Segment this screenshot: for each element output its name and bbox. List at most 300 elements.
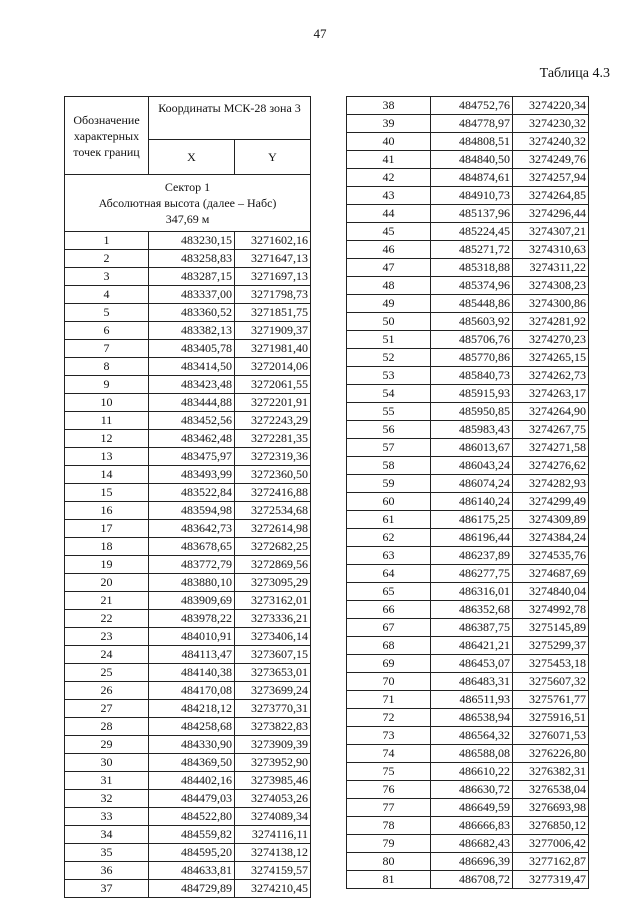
y-coordinate: 3271697,13 <box>235 268 311 286</box>
table-row <box>347 835 589 853</box>
point-number: 37 <box>65 880 149 898</box>
table-row <box>65 808 311 826</box>
point-number: 23 <box>65 628 149 646</box>
table-row <box>65 592 311 610</box>
y-coordinate: 3276850,12 <box>513 817 589 835</box>
x-coordinate: 484752,76 <box>431 97 513 115</box>
point-number: 50 <box>347 313 431 331</box>
x-coordinate: 483909,69 <box>149 592 235 610</box>
x-coordinate: 484840,50 <box>431 151 513 169</box>
table-row <box>65 412 311 430</box>
table-row <box>347 565 589 583</box>
y-coordinate: 3273985,46 <box>235 772 311 790</box>
y-coordinate: 3272201,91 <box>235 394 311 412</box>
table-row <box>347 97 589 115</box>
table-row <box>347 727 589 745</box>
point-number: 52 <box>347 349 431 367</box>
x-coordinate: 483772,79 <box>149 556 235 574</box>
table-row <box>347 763 589 781</box>
point-number: 14 <box>65 466 149 484</box>
table-row <box>65 880 311 898</box>
point-number: 67 <box>347 619 431 637</box>
point-number: 77 <box>347 799 431 817</box>
table-row <box>347 169 589 187</box>
point-number: 6 <box>65 322 149 340</box>
table-row <box>65 772 311 790</box>
y-coordinate: 3271798,73 <box>235 286 311 304</box>
table-row <box>65 502 311 520</box>
table-row <box>347 133 589 151</box>
point-number: 73 <box>347 727 431 745</box>
point-number: 21 <box>65 592 149 610</box>
point-number: 43 <box>347 187 431 205</box>
point-number: 65 <box>347 583 431 601</box>
y-coordinate: 3275916,51 <box>513 709 589 727</box>
table-row <box>347 205 589 223</box>
y-coordinate: 3276382,31 <box>513 763 589 781</box>
x-coordinate: 486630,72 <box>431 781 513 799</box>
table-row <box>65 682 311 700</box>
point-number: 66 <box>347 601 431 619</box>
table-row <box>347 637 589 655</box>
table-row <box>65 268 311 286</box>
y-coordinate: 3272319,36 <box>235 448 311 466</box>
x-coordinate: 486074,24 <box>431 475 513 493</box>
x-coordinate: 485706,76 <box>431 331 513 349</box>
table-row <box>347 871 589 889</box>
table-row <box>65 304 311 322</box>
table-row <box>65 286 311 304</box>
x-coordinate: 486564,32 <box>431 727 513 745</box>
x-coordinate: 484778,97 <box>431 115 513 133</box>
y-coordinate: 3272281,35 <box>235 430 311 448</box>
y-coordinate: 3274265,15 <box>513 349 589 367</box>
sector-title: Сектор 1 <box>164 180 211 194</box>
y-coordinate: 3274210,45 <box>235 880 311 898</box>
x-coordinate: 484218,12 <box>149 700 235 718</box>
table-row <box>65 448 311 466</box>
table-row <box>65 232 311 250</box>
table-row <box>65 574 311 592</box>
table-row <box>65 646 311 664</box>
point-number: 38 <box>347 97 431 115</box>
y-coordinate: 3274220,34 <box>513 97 589 115</box>
point-number: 27 <box>65 700 149 718</box>
table-row <box>347 817 589 835</box>
table-row <box>65 430 311 448</box>
y-header: Y <box>235 140 311 175</box>
point-number: 58 <box>347 457 431 475</box>
point-number: 48 <box>347 277 431 295</box>
y-coordinate: 3274240,32 <box>513 133 589 151</box>
table-row <box>347 655 589 673</box>
table-row <box>347 475 589 493</box>
table-row <box>347 115 589 133</box>
point-number: 7 <box>65 340 149 358</box>
table-row <box>347 745 589 763</box>
table-row <box>347 853 589 871</box>
y-coordinate: 3274089,34 <box>235 808 311 826</box>
x-coordinate: 485448,86 <box>431 295 513 313</box>
y-coordinate: 3274840,04 <box>513 583 589 601</box>
y-coordinate: 3274311,22 <box>513 259 589 277</box>
table-row <box>65 250 311 268</box>
point-number: 71 <box>347 691 431 709</box>
point-number: 70 <box>347 673 431 691</box>
table-row <box>347 511 589 529</box>
y-coordinate: 3273162,01 <box>235 592 311 610</box>
y-coordinate: 3275607,32 <box>513 673 589 691</box>
y-coordinate: 3274992,78 <box>513 601 589 619</box>
y-coordinate: 3276693,98 <box>513 799 589 817</box>
x-coordinate: 483230,15 <box>149 232 235 250</box>
table-row <box>347 241 589 259</box>
table-row <box>65 394 311 412</box>
point-number: 35 <box>65 844 149 862</box>
table-row <box>347 277 589 295</box>
x-coordinate: 483258,83 <box>149 250 235 268</box>
point-number: 10 <box>65 394 149 412</box>
y-coordinate: 3274296,44 <box>513 205 589 223</box>
point-number: 15 <box>65 484 149 502</box>
left-table-body <box>65 232 311 898</box>
point-number: 2 <box>65 250 149 268</box>
y-coordinate: 3274263,17 <box>513 385 589 403</box>
y-coordinate: 3274262,73 <box>513 367 589 385</box>
x-coordinate: 484729,89 <box>149 880 235 898</box>
y-coordinate: 3273770,31 <box>235 700 311 718</box>
x-coordinate: 485983,43 <box>431 421 513 439</box>
y-coordinate: 3272360,50 <box>235 466 311 484</box>
x-coordinate: 486588,08 <box>431 745 513 763</box>
x-coordinate: 484479,03 <box>149 790 235 808</box>
table-row <box>347 583 589 601</box>
x-coordinate: 485770,86 <box>431 349 513 367</box>
y-coordinate: 3274384,24 <box>513 529 589 547</box>
point-number: 32 <box>65 790 149 808</box>
x-coordinate: 483423,48 <box>149 376 235 394</box>
x-coordinate: 484559,82 <box>149 826 235 844</box>
sector-header <box>65 175 311 232</box>
table-row <box>65 844 311 862</box>
x-coordinate: 485318,88 <box>431 259 513 277</box>
y-coordinate: 3273822,83 <box>235 718 311 736</box>
point-number: 78 <box>347 817 431 835</box>
x-coordinate: 484010,91 <box>149 628 235 646</box>
y-coordinate: 3274310,63 <box>513 241 589 259</box>
point-number: 36 <box>65 862 149 880</box>
x-coordinate: 483678,65 <box>149 538 235 556</box>
designation-header: Обозначение характерных точек границ <box>65 97 149 175</box>
x-coordinate: 483405,78 <box>149 340 235 358</box>
y-coordinate: 3274281,92 <box>513 313 589 331</box>
x-coordinate: 483493,99 <box>149 466 235 484</box>
x-coordinate: 484595,20 <box>149 844 235 862</box>
table-row <box>65 664 311 682</box>
y-coordinate: 3274230,32 <box>513 115 589 133</box>
x-coordinate: 486196,44 <box>431 529 513 547</box>
point-number: 59 <box>347 475 431 493</box>
point-number: 5 <box>65 304 149 322</box>
point-number: 31 <box>65 772 149 790</box>
x-coordinate: 486387,75 <box>431 619 513 637</box>
x-coordinate: 486682,43 <box>431 835 513 853</box>
y-coordinate: 3274535,76 <box>513 547 589 565</box>
point-number: 64 <box>347 565 431 583</box>
table-row <box>65 358 311 376</box>
y-coordinate: 3274309,89 <box>513 511 589 529</box>
table-row <box>347 421 589 439</box>
point-number: 79 <box>347 835 431 853</box>
table-row <box>65 610 311 628</box>
point-number: 75 <box>347 763 431 781</box>
x-coordinate: 483444,88 <box>149 394 235 412</box>
x-coordinate: 484369,50 <box>149 754 235 772</box>
point-number: 11 <box>65 412 149 430</box>
y-coordinate: 3273699,24 <box>235 682 311 700</box>
x-coordinate: 486043,24 <box>431 457 513 475</box>
y-coordinate: 3272416,88 <box>235 484 311 502</box>
y-coordinate: 3272243,29 <box>235 412 311 430</box>
point-number: 22 <box>65 610 149 628</box>
y-coordinate: 3274267,75 <box>513 421 589 439</box>
table-row <box>347 619 589 637</box>
y-coordinate: 3274257,94 <box>513 169 589 187</box>
y-coordinate: 3274307,21 <box>513 223 589 241</box>
y-coordinate: 3274270,23 <box>513 331 589 349</box>
point-number: 12 <box>65 430 149 448</box>
x-coordinate: 483594,98 <box>149 502 235 520</box>
table-caption: Таблица 4.3 <box>539 66 610 81</box>
table-row <box>347 367 589 385</box>
table-row <box>347 295 589 313</box>
y-coordinate: 3274138,12 <box>235 844 311 862</box>
x-coordinate: 484140,38 <box>149 664 235 682</box>
x-coordinate: 486140,24 <box>431 493 513 511</box>
right-table-body <box>347 97 589 889</box>
point-number: 57 <box>347 439 431 457</box>
x-coordinate: 484258,68 <box>149 718 235 736</box>
table-row <box>347 493 589 511</box>
table-row <box>65 700 311 718</box>
table-row <box>347 673 589 691</box>
x-coordinate: 485840,73 <box>431 367 513 385</box>
x-coordinate: 484522,80 <box>149 808 235 826</box>
sector-altitude-value: 347,69 м <box>165 212 210 226</box>
point-number: 4 <box>65 286 149 304</box>
point-number: 9 <box>65 376 149 394</box>
point-number: 47 <box>347 259 431 277</box>
x-coordinate: 486649,59 <box>431 799 513 817</box>
point-number: 68 <box>347 637 431 655</box>
table-row <box>347 403 589 421</box>
table-row <box>65 718 311 736</box>
y-coordinate: 3271602,16 <box>235 232 311 250</box>
table-row <box>65 340 311 358</box>
x-coordinate: 483382,13 <box>149 322 235 340</box>
y-coordinate: 3274249,76 <box>513 151 589 169</box>
y-coordinate: 3273952,90 <box>235 754 311 772</box>
point-number: 29 <box>65 736 149 754</box>
point-number: 72 <box>347 709 431 727</box>
table-row <box>65 484 311 502</box>
x-coordinate: 483880,10 <box>149 574 235 592</box>
x-coordinate: 486538,94 <box>431 709 513 727</box>
table-row <box>347 799 589 817</box>
table-row <box>347 187 589 205</box>
x-coordinate: 483642,73 <box>149 520 235 538</box>
table-row <box>347 223 589 241</box>
y-coordinate: 3275453,18 <box>513 655 589 673</box>
x-coordinate: 486352,68 <box>431 601 513 619</box>
table-row <box>65 790 311 808</box>
point-number: 53 <box>347 367 431 385</box>
table-row <box>65 538 311 556</box>
x-coordinate: 484633,81 <box>149 862 235 880</box>
x-coordinate: 486453,07 <box>431 655 513 673</box>
table-row <box>347 529 589 547</box>
y-coordinate: 3274264,85 <box>513 187 589 205</box>
y-coordinate: 3274271,58 <box>513 439 589 457</box>
x-coordinate: 486483,31 <box>431 673 513 691</box>
table-row <box>347 439 589 457</box>
x-coordinate: 484402,16 <box>149 772 235 790</box>
point-number: 56 <box>347 421 431 439</box>
y-coordinate: 3273406,14 <box>235 628 311 646</box>
point-number: 40 <box>347 133 431 151</box>
point-number: 41 <box>347 151 431 169</box>
y-coordinate: 3276071,53 <box>513 727 589 745</box>
x-coordinate: 485950,85 <box>431 403 513 421</box>
point-number: 13 <box>65 448 149 466</box>
x-coordinate: 484170,08 <box>149 682 235 700</box>
y-coordinate: 3276226,80 <box>513 745 589 763</box>
point-number: 63 <box>347 547 431 565</box>
y-coordinate: 3271851,75 <box>235 304 311 322</box>
point-number: 39 <box>347 115 431 133</box>
point-number: 24 <box>65 646 149 664</box>
table-row <box>65 736 311 754</box>
point-number: 45 <box>347 223 431 241</box>
point-number: 44 <box>347 205 431 223</box>
point-number: 8 <box>65 358 149 376</box>
sector-altitude-label: Абсолютная высота (далее – Набс) <box>98 196 277 210</box>
y-coordinate: 3274276,62 <box>513 457 589 475</box>
y-coordinate: 3273909,39 <box>235 736 311 754</box>
y-coordinate: 3273336,21 <box>235 610 311 628</box>
x-coordinate: 485137,96 <box>431 205 513 223</box>
point-number: 34 <box>65 826 149 844</box>
table-row <box>347 781 589 799</box>
x-coordinate: 483475,97 <box>149 448 235 466</box>
table-row <box>347 349 589 367</box>
y-coordinate: 3272534,68 <box>235 502 311 520</box>
point-number: 28 <box>65 718 149 736</box>
x-coordinate: 486175,25 <box>431 511 513 529</box>
x-coordinate: 486696,39 <box>431 853 513 871</box>
point-number: 76 <box>347 781 431 799</box>
point-number: 19 <box>65 556 149 574</box>
table-row <box>65 556 311 574</box>
y-coordinate: 3274116,11 <box>235 826 311 844</box>
y-coordinate: 3272682,25 <box>235 538 311 556</box>
table-row <box>347 709 589 727</box>
point-number: 30 <box>65 754 149 772</box>
x-coordinate: 486316,01 <box>431 583 513 601</box>
table-row <box>347 385 589 403</box>
table-row <box>65 376 311 394</box>
point-number: 3 <box>65 268 149 286</box>
page-number: 47 <box>313 26 327 41</box>
table-row <box>347 601 589 619</box>
table-row <box>65 466 311 484</box>
point-number: 17 <box>65 520 149 538</box>
y-coordinate: 3277319,47 <box>513 871 589 889</box>
point-number: 80 <box>347 853 431 871</box>
table-row <box>65 862 311 880</box>
point-number: 25 <box>65 664 149 682</box>
point-number: 46 <box>347 241 431 259</box>
point-number: 61 <box>347 511 431 529</box>
table-row <box>347 331 589 349</box>
x-coordinate: 483287,15 <box>149 268 235 286</box>
y-coordinate: 3272014,06 <box>235 358 311 376</box>
y-coordinate: 3274300,86 <box>513 295 589 313</box>
coordinates-table-left <box>64 96 311 898</box>
point-number: 55 <box>347 403 431 421</box>
y-coordinate: 3271909,37 <box>235 322 311 340</box>
point-number: 20 <box>65 574 149 592</box>
x-header: X <box>149 140 235 175</box>
x-coordinate: 486421,21 <box>431 637 513 655</box>
table-row <box>65 826 311 844</box>
coordinates-header: Координаты МСК-28 зона 3 <box>149 97 311 140</box>
coordinates-table-right <box>346 96 589 889</box>
x-coordinate: 486511,93 <box>431 691 513 709</box>
y-coordinate: 3274299,49 <box>513 493 589 511</box>
point-number: 54 <box>347 385 431 403</box>
table-row <box>65 754 311 772</box>
point-number: 26 <box>65 682 149 700</box>
y-coordinate: 3276538,04 <box>513 781 589 799</box>
y-coordinate: 3272869,56 <box>235 556 311 574</box>
x-coordinate: 486237,89 <box>431 547 513 565</box>
y-coordinate: 3271647,13 <box>235 250 311 268</box>
x-coordinate: 486708,72 <box>431 871 513 889</box>
x-coordinate: 485915,93 <box>431 385 513 403</box>
x-coordinate: 483414,50 <box>149 358 235 376</box>
table-row <box>347 457 589 475</box>
point-number: 18 <box>65 538 149 556</box>
y-coordinate: 3275299,37 <box>513 637 589 655</box>
point-number: 33 <box>65 808 149 826</box>
y-coordinate: 3277162,87 <box>513 853 589 871</box>
x-coordinate: 484113,47 <box>149 646 235 664</box>
y-coordinate: 3271981,40 <box>235 340 311 358</box>
x-coordinate: 486013,67 <box>431 439 513 457</box>
x-coordinate: 483978,22 <box>149 610 235 628</box>
x-coordinate: 485271,72 <box>431 241 513 259</box>
table-row <box>347 691 589 709</box>
point-number: 69 <box>347 655 431 673</box>
y-coordinate: 3273095,29 <box>235 574 311 592</box>
x-coordinate: 485224,45 <box>431 223 513 241</box>
x-coordinate: 485374,96 <box>431 277 513 295</box>
table-row <box>65 628 311 646</box>
table-row <box>65 322 311 340</box>
x-coordinate: 484910,73 <box>431 187 513 205</box>
table-row <box>347 151 589 169</box>
